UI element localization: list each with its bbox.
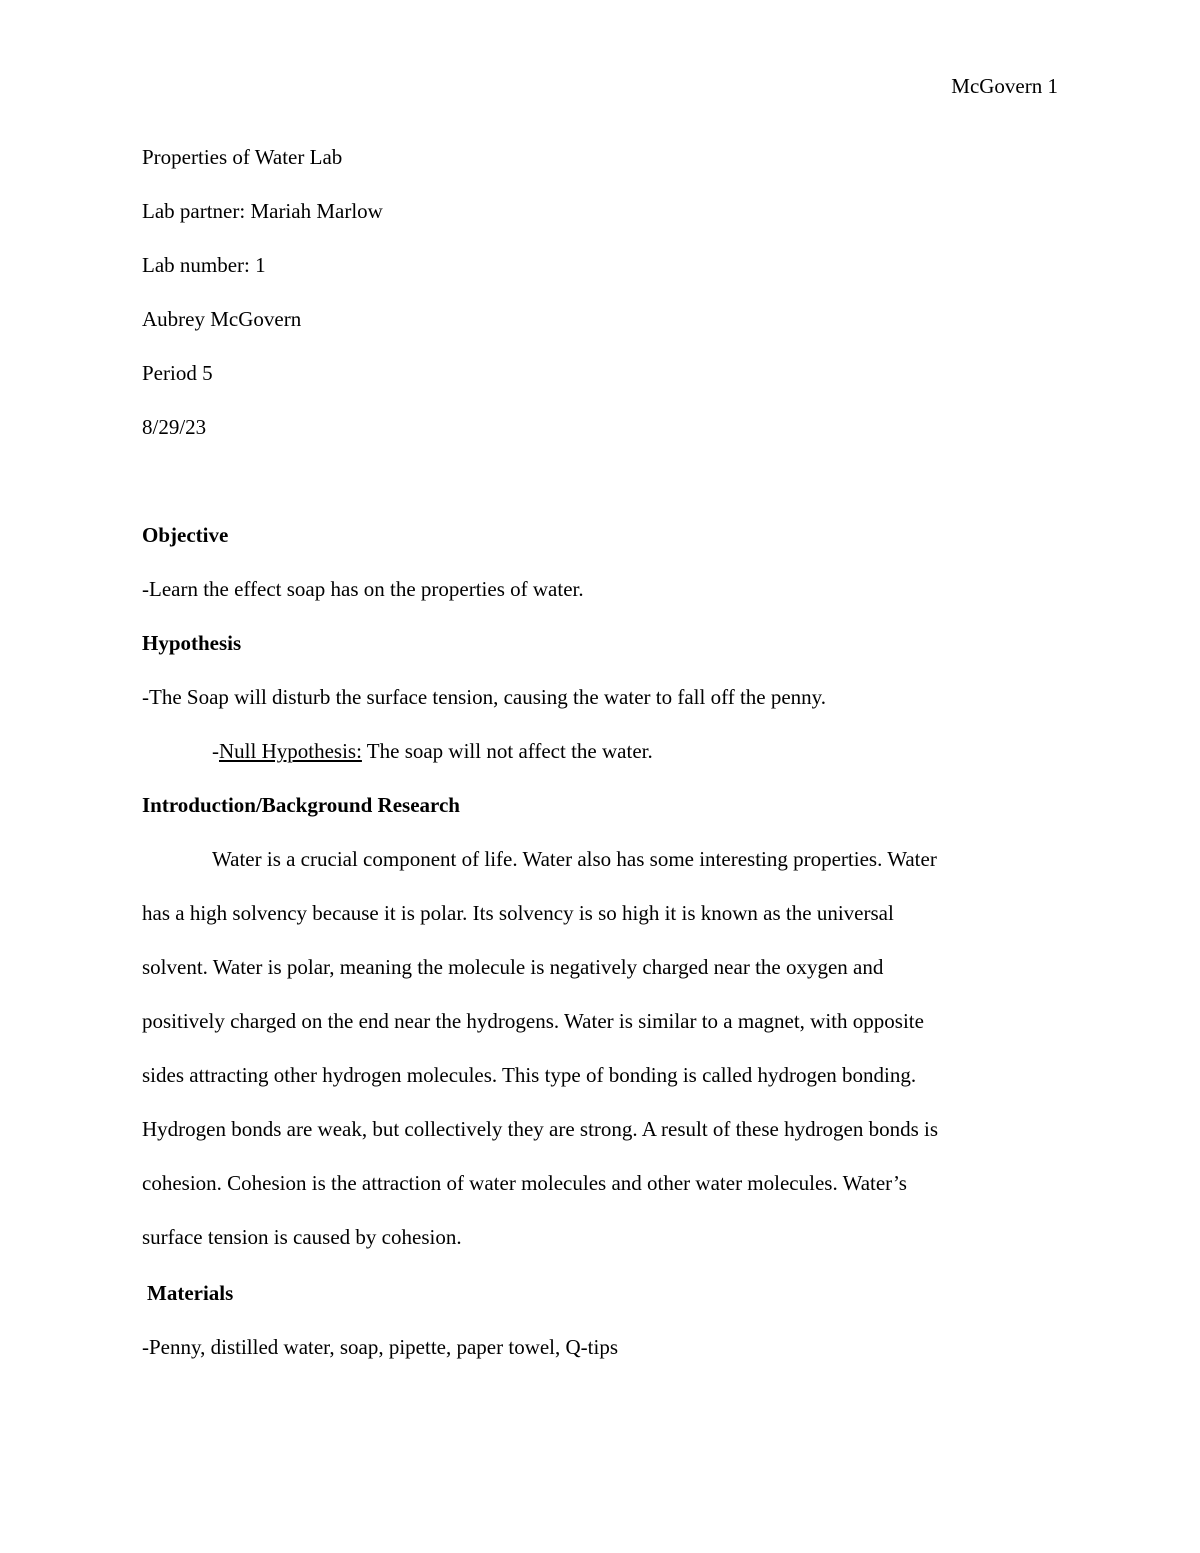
- introduction-line: Hydrogen bonds are weak, but collectively they are strong. A result of these hydrogen bonds is: [142, 1117, 939, 1141]
- null-hypothesis: [212, 739, 653, 763]
- introduction-line: surface tension is caused by cohesion.: [142, 1225, 462, 1249]
- introduction-line: sides attracting other hydrogen molecules. This type of bonding is called hydrogen bonding.: [142, 1063, 917, 1087]
- hypothesis-text: -The Soap will disturb the surface tension, causing the water to fall off the penny.: [142, 685, 827, 709]
- author-name: Aubrey McGovern: [142, 307, 302, 331]
- objective-text: -Learn the effect soap has on the properties of water.: [142, 577, 584, 601]
- introduction-line: Water is a crucial component of life. Water also has some interesting properties. Water: [212, 847, 937, 871]
- lab-partner: Lab partner: Mariah Marlow: [142, 199, 383, 223]
- lab-number: Lab number: 1: [142, 253, 266, 277]
- null-hypothesis-prefix: -: [212, 739, 219, 763]
- introduction-line: positively charged on the end near the hydrogens. Water is similar to a magnet, with opposite: [142, 1009, 924, 1033]
- null-hypothesis-text: The soap will not affect the water.: [361, 739, 653, 763]
- null-hypothesis-label: Null Hypothesis:: [219, 739, 362, 763]
- materials-heading: Materials: [147, 1281, 234, 1305]
- materials-text: -Penny, distilled water, soap, pipette, paper towel, Q-tips: [142, 1335, 619, 1359]
- class-period: Period 5: [142, 361, 213, 385]
- introduction-heading: Introduction/Background Research: [142, 793, 460, 817]
- introduction-line: solvent. Water is polar, meaning the molecule is negatively charged near the oxygen and: [142, 955, 884, 979]
- objective-heading: Objective: [142, 523, 229, 547]
- date: 8/29/23: [142, 415, 207, 439]
- introduction-line: cohesion. Cohesion is the attraction of water molecules and other water molecules. Water’s: [142, 1171, 907, 1195]
- introduction-line: has a high solvency because it is polar. Its solvency is so high it is known as the universal: [142, 901, 894, 925]
- running-head: McGovern 1: [951, 74, 1058, 98]
- document-title: Properties of Water Lab: [142, 145, 343, 169]
- hypothesis-heading: Hypothesis: [142, 631, 242, 655]
